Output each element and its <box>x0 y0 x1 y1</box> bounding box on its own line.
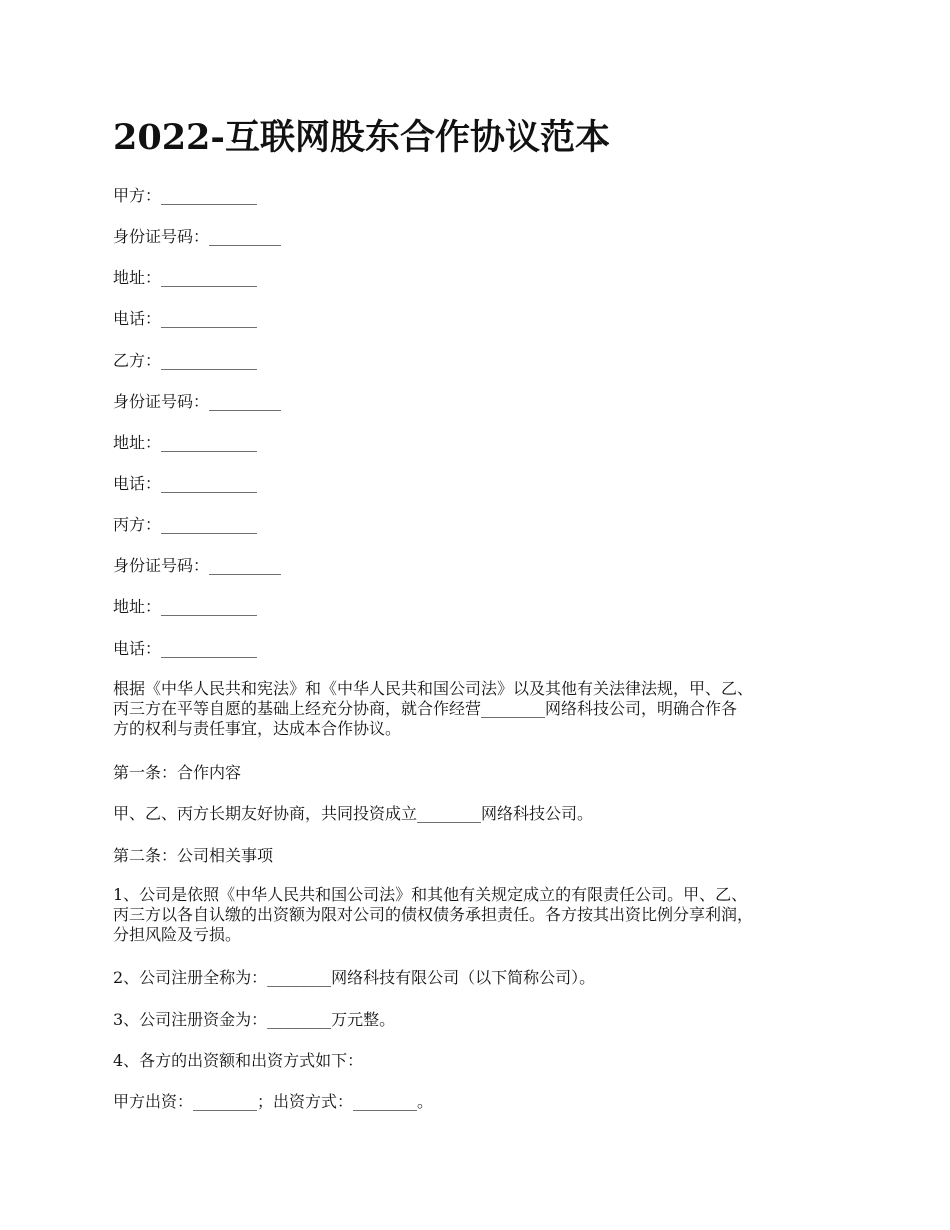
article-1-body: 甲、乙、丙方长期友好协商，共同投资成立________网络科技公司。 <box>113 804 594 823</box>
preamble-paragraph <box>113 679 858 739</box>
item-1-line: 丙三方以各自认缴的出资额为限对公司的债权债务承担责任。各方按其出资比例分享利润， <box>113 905 754 924</box>
preamble-line: 根据《中华人民共和宪法》和《中华人民共和国公司法》以及其他有关法律法规，甲、乙、 <box>113 679 754 698</box>
party-b-id-field: 身份证号码：_________ <box>113 392 282 411</box>
party-a-name-field: 甲方：____________ <box>113 186 258 205</box>
party-c-id-field: 身份证号码：_________ <box>113 556 282 575</box>
party-a-contribution: 甲方出资：________；出资方式：________。 <box>113 1092 434 1111</box>
party-a-phone-field: 电话：____________ <box>113 309 258 328</box>
article-2-item-2: 2、公司注册全称为：________网络科技有限公司（以下简称公司）。 <box>113 968 596 987</box>
party-b-address-field: 地址：____________ <box>113 433 258 452</box>
item-1-line: 分担风险及亏损。 <box>113 925 242 944</box>
party-a-id-field: 身份证号码：_________ <box>113 227 282 246</box>
document-title: 2022-互联网股东合作协议范本 <box>113 117 610 158</box>
article-1-heading: 第一条：合作内容 <box>113 763 242 782</box>
party-b-phone-field: 电话：____________ <box>113 474 258 493</box>
item-1-line: 1、公司是依照《中华人民共和国公司法》和其他有关规定成立的有限责任公司。甲、乙、 <box>113 885 748 904</box>
article-2-item-3: 3、公司注册资金为：________万元整。 <box>113 1010 396 1029</box>
party-c-address-field: 地址：____________ <box>113 597 258 616</box>
party-c-name-field: 丙方：____________ <box>113 515 258 534</box>
article-2-heading: 第二条：公司相关事项 <box>113 846 274 865</box>
article-2-item-1 <box>113 885 858 945</box>
preamble-line: 方的权利与责任事宜，达成本合作协议。 <box>113 719 402 738</box>
party-a-address-field: 地址：____________ <box>113 268 258 287</box>
preamble-line: 丙三方在平等自愿的基础上经充分协商，就合作经营________网络科技公司，明确合作各 <box>113 699 738 718</box>
party-c-phone-field: 电话：____________ <box>113 639 258 658</box>
party-b-name-field: 乙方：____________ <box>113 351 258 370</box>
article-2-item-4: 4、各方的出资额和出资方式如下： <box>113 1051 364 1070</box>
